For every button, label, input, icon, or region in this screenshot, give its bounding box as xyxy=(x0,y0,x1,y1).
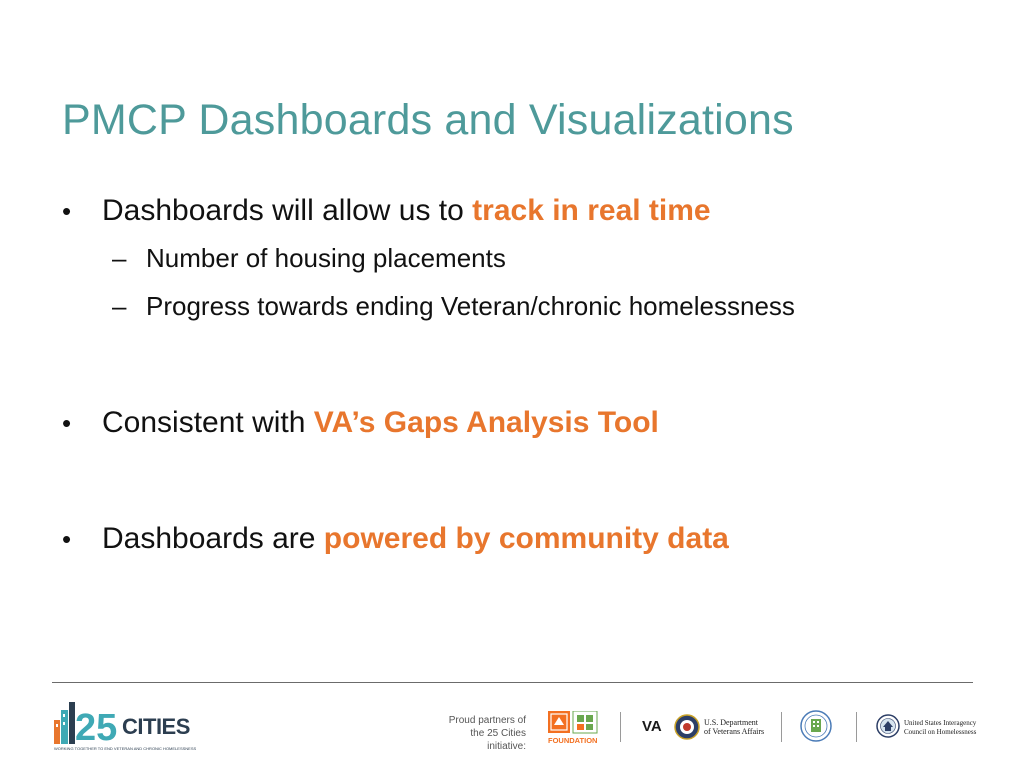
bullet-1-text xyxy=(102,188,711,234)
bullet-dot: • xyxy=(62,196,72,226)
footer-divider xyxy=(52,682,973,683)
partners-label xyxy=(430,714,526,753)
bullet-dot: • xyxy=(62,408,72,438)
subitem-1 xyxy=(62,234,982,282)
sub-dash: – xyxy=(112,243,127,273)
bullet-2-text xyxy=(102,400,659,446)
partner-divider xyxy=(620,712,621,742)
usich-name-line2: Council on Homelessness xyxy=(904,728,977,736)
subitem-2 xyxy=(62,282,982,330)
va-name xyxy=(704,718,764,736)
partners-label-line2: the 25 Cities initiative: xyxy=(470,728,526,752)
usich-name-line1: United States Interagency xyxy=(904,719,977,727)
bullet-2-emphasis: VA’s Gaps Analysis Tool xyxy=(313,406,659,439)
bullet-2 xyxy=(62,400,982,446)
va-abbr: VA xyxy=(642,718,662,735)
25-cities-word: CITIES xyxy=(122,714,190,739)
25-cities-logo-mark xyxy=(54,700,124,744)
bullet-1-emphasis: track in real time xyxy=(472,194,711,227)
bullet-dot: • xyxy=(62,524,72,554)
slide-body xyxy=(62,188,982,562)
25-cities-tagline: WORKING TOGETHER TO END VETERAN AND CHRONIC HOMELESSNESS xyxy=(54,746,197,751)
25-number: 25 xyxy=(75,707,118,744)
bullet-1 xyxy=(62,188,982,234)
usich-seal-icon xyxy=(876,714,900,738)
bullet-2-prefix: Consistent with xyxy=(102,406,314,439)
partner-divider xyxy=(856,712,857,742)
usich-logo xyxy=(876,712,986,742)
home-depot-foundation-logo xyxy=(548,711,600,745)
va-name-line1: U.S. Department xyxy=(704,718,758,727)
25-cities-logo xyxy=(54,700,197,751)
usich-name xyxy=(904,719,976,737)
home-depot-foundation-text: FOUNDATION xyxy=(548,736,598,745)
bullet-3 xyxy=(62,516,982,562)
bullet-3-emphasis: powered by community data xyxy=(323,522,729,555)
bullet-3-text xyxy=(102,516,729,562)
slide-title: PMCP Dashboards and Visualizations xyxy=(62,96,794,144)
partner-divider xyxy=(781,712,782,742)
bullet-3-prefix: Dashboards are xyxy=(102,522,324,555)
sub-dash: – xyxy=(112,291,127,321)
va-name-line2: of Veterans Affairs xyxy=(704,727,765,736)
subitem-1-text: Number of housing placements xyxy=(146,243,506,273)
partners-label-line1: Proud partners of xyxy=(448,715,526,726)
va-seal-icon xyxy=(674,714,700,740)
va-logo xyxy=(642,712,765,744)
subitem-2-text: Progress towards ending Veteran/chronic homelessness xyxy=(146,291,795,321)
bullet-1-prefix: Dashboards will allow us to xyxy=(102,194,473,227)
hud-seal-icon xyxy=(800,710,832,742)
